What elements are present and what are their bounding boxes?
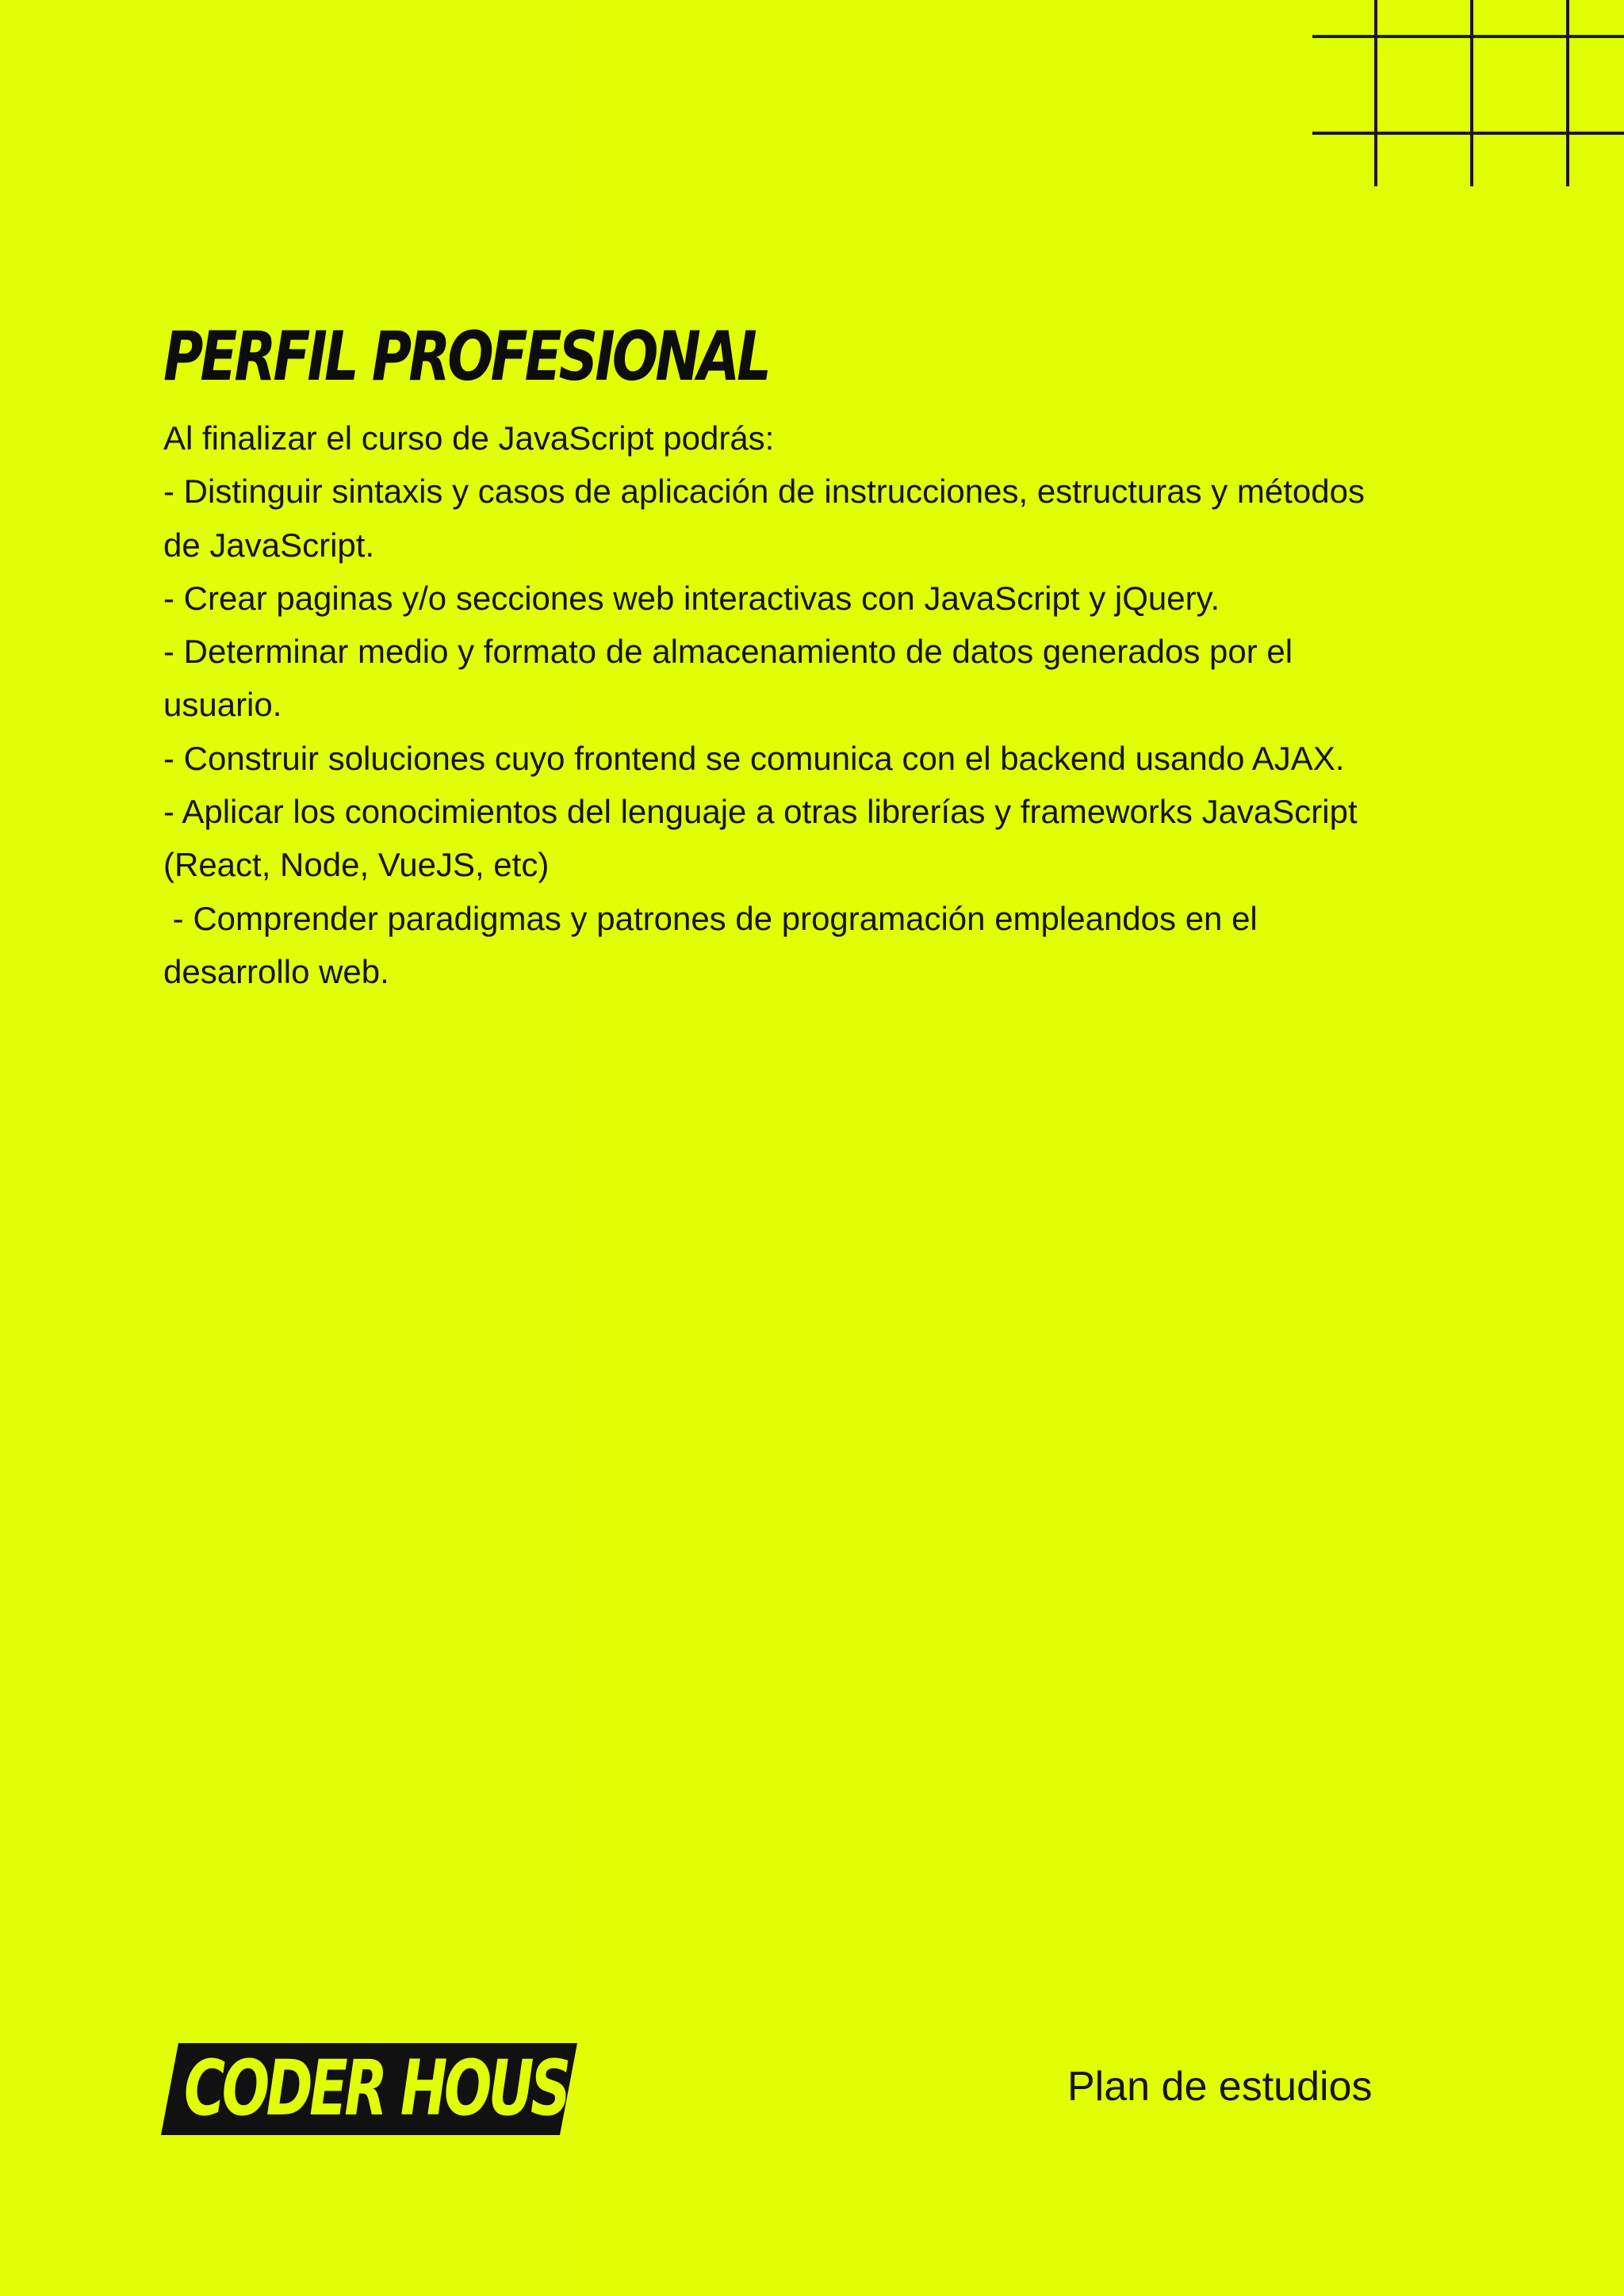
section-title: PERFIL PROFESIONAL xyxy=(163,317,768,396)
footer-label: Plan de estudios xyxy=(1067,2064,1373,2110)
bullet-line: desarrollo web. xyxy=(163,952,389,990)
bullet-line: - Distinguir sintaxis y casos de aplicación de instrucciones, estructuras y métodos xyxy=(163,473,1365,511)
bullet-line: usuario. xyxy=(163,686,282,724)
grid-lines-icon xyxy=(1312,0,1624,186)
bullet-line: de JavaScript. xyxy=(163,526,375,564)
bullet-line: - Determinar medio y formato de almacenamiento de datos generados por el xyxy=(163,633,1293,671)
bullet-line: - Comprender paradigmas y patrones de programación empleandos en el xyxy=(163,899,1258,937)
bullet-line: - Construir soluciones cuyo frontend se comunica con el backend usando AJAX. xyxy=(163,739,1345,777)
bullet-line: - Crear paginas y/o secciones web interactivas con JavaScript y jQuery. xyxy=(163,579,1220,617)
bullet-line: - Aplicar los conocimientos del lenguaje a otras librerías y frameworks JavaScript xyxy=(163,793,1358,831)
profile-description xyxy=(163,411,1614,998)
bullet-line: (React, Node, VueJS, etc) xyxy=(163,846,550,884)
logo-wordmark: CODER HOUSE xyxy=(184,2044,603,2133)
intro-line: Al finalizar el curso de JavaScript podrás: xyxy=(163,419,775,457)
